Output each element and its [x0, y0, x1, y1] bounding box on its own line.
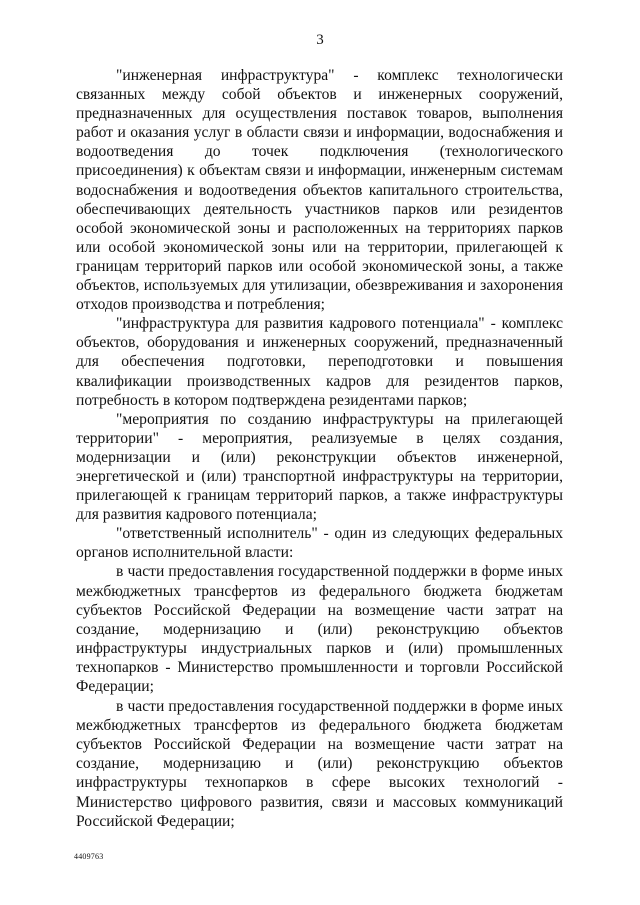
paragraph-industrial-parks-support: в части предоставления государственной поддержки в форме иных межбюджетных трансфертов из федерального бюджета бюджетам субъектов Российской Федерации на возмещение части затрат на создание, модернизацию и (или) реконструкцию объектов инфраструктуры индустриальных парков и (или) промышленных технопарков - Министерство промышленности и торговли Российской Федерации;	[76, 563, 563, 695]
paragraph-high-tech-parks-support: в части предоставления государственной поддержки в форме иных межбюджетных трансфертов из федерального бюджета бюджетам субъектов Российской Федерации на возмещение части затрат на создание, модернизацию и (или) реконструкцию объектов инфраструктуры технопарков в сфере высоких технологий - Министерство цифрового развития, связи и массовых коммуникаций Российской Федерации;	[76, 698, 563, 830]
footer-document-code: 4409763	[74, 852, 104, 861]
paragraph-responsible-executor: "ответственный исполнитель" - один из следующих федеральных органов исполнительной власти:	[76, 525, 563, 562]
paragraph-adjacent-territory-measures: "мероприятия по созданию инфраструктуры на прилегающей территории" - мероприятия, реализуемые в целях создания, модернизации и (или) реконструкции объектов инженерной, энергетической и (или) транспортной инфраструктуры на территории, прилегающей к границам территорий парков, а также инфраструктуры для развития кадрового потенциала;	[76, 410, 563, 524]
document-body	[76, 66, 563, 831]
paragraph-personnel-infrastructure: "инфраструктура для развития кадрового потенциала" - комплекс объектов, оборудования и инженерных сооружений, предназначенный для обеспечения подготовки, переподготовки и повышения квалификации производственных кадров для резидентов парков, потребность в котором подтверждена резидентами парков;	[76, 315, 563, 409]
paragraph-engineering-infrastructure: "инженерная инфраструктура" - комплекс технологически связанных между собой объектов и инженерных сооружений, предназначенных для осуществления поставок товаров, выполнения работ и оказания услуг в области связи и информации, водоснабжения и водоотведения до точек подключения (технологического присоединения) к объектам связи и информации, инженерным системам водоснабжения и водоотведения объектов капитального строительства, обеспечивающих деятельность участников парков или резидентов особой экономической зоны и расположенных на территориях парков или особой экономической зоны или на территории, прилегающей к границам территорий парков или особой экономической зоны, а также объектов, используемых для утилизации, обезвреживания и захоронения отходов производства и потребления;	[76, 67, 563, 314]
page-number: 3	[316, 32, 324, 48]
